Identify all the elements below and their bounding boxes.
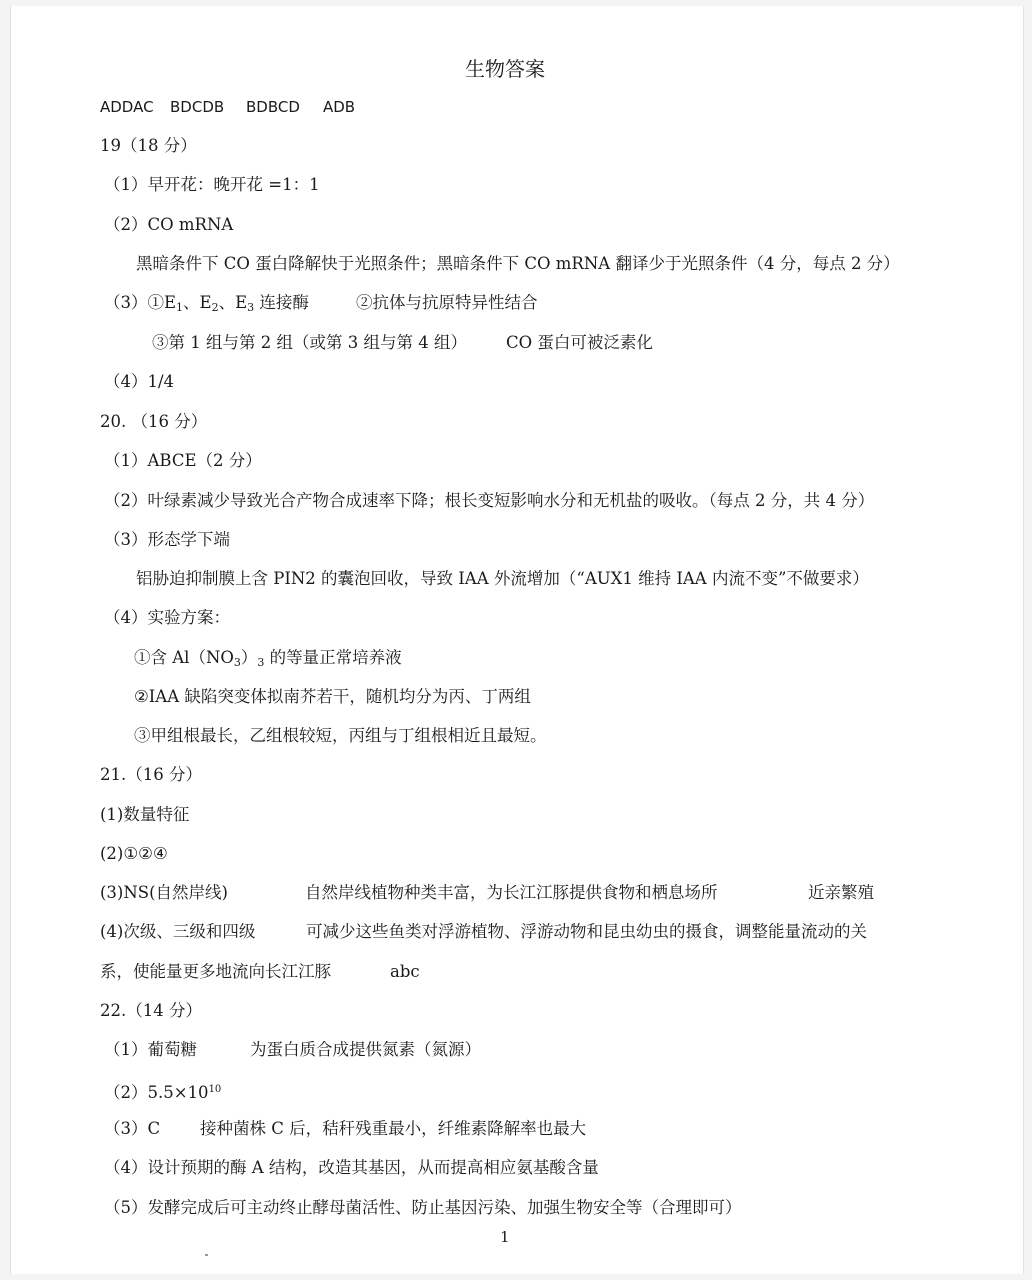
q22-header: 22.（14 分） bbox=[100, 1001, 202, 1020]
q19-part3-a: $(3)①E_1$、$E_2$、$E_3$ 连接酶 bbox=[104, 293, 309, 314]
q20-part3-note: 铝胁迫抑制膜上含 PIN2 的囊泡回收，导致 IAA 外流增加（“AUX1 维持 IAA 内流不变”不做要求） bbox=[136, 569, 869, 588]
q20-part4-b: ②IAA 缺陷突变体拟南芥若干，随机均分为丙、丁两组 bbox=[134, 687, 531, 706]
q21-part2: (2)①②④ bbox=[100, 844, 168, 863]
mc-group-3: BDBCD bbox=[246, 98, 300, 116]
q22-part1-b: 为蛋白质合成提供氮素（氮源） bbox=[250, 1040, 481, 1059]
q21-part1: (1)数量特征 bbox=[100, 805, 190, 824]
q19-part3-c: ③第 1 组与第 2 组（或第 3 组与第 4 组） bbox=[152, 333, 467, 352]
q22-part2: $(2)5.5\times 10^{10}$ bbox=[104, 1083, 222, 1102]
q21-part4: (4)次级、三级和四级 bbox=[100, 922, 256, 941]
q20-part4-a: ①含 $Al(NO_3)_3$ 的等量正常培养液 bbox=[134, 648, 402, 669]
page-title: 生物答案 bbox=[465, 57, 545, 81]
q19-part4: （4）1/4 bbox=[104, 372, 175, 391]
q22-part4: （4）设计预期的酶 A 结构，改造其基因，从而提高相应氨基酸含量 bbox=[104, 1158, 599, 1177]
q20-part1: （1）ABCE（2 分） bbox=[104, 451, 262, 470]
q20-part4: （4）实验方案： bbox=[104, 608, 230, 627]
q19-part1: （1）早开花：晚开花 =1：1 bbox=[104, 175, 320, 194]
q19-part2: （2）CO mRNA bbox=[104, 215, 234, 234]
mc-group-2: BDCDB bbox=[170, 98, 225, 116]
scan-speck bbox=[205, 1254, 208, 1256]
q21-part4-cont: 系，使能量更多地流向长江江豚 bbox=[100, 962, 331, 981]
q22-part5: （5）发酵完成后可主动终止酵母菌活性、防止基因污染、加强生物安全等（合理即可） bbox=[104, 1198, 742, 1217]
q20-part2: （2）叶绿素减少导致光合产物合成速率下降；根长变短影响水分和无机盐的吸收。（每点 2 分，共 4 分） bbox=[104, 491, 875, 510]
q21-part3: (3)NS(自然岸线) bbox=[100, 883, 228, 902]
q22-part3-b: 接种菌株 C 后，秸秆残重最小，纤维素降解率也最大 bbox=[200, 1119, 587, 1138]
q19-part3-d: CO 蛋白可被泛素化 bbox=[506, 333, 653, 352]
q20-header: 20. （16 分） bbox=[100, 412, 208, 431]
q19-part3-b: ②抗体与抗原特异性结合 bbox=[356, 293, 538, 312]
mc-group-1: ADDAC bbox=[100, 98, 154, 116]
q22-part1: （1）葡萄糖 bbox=[104, 1040, 197, 1059]
q20-part4-c: ③甲组根最长，乙组根较短，丙组与丁组根相近且最短。 bbox=[134, 726, 547, 745]
q21-header: 21.（16 分） bbox=[100, 765, 202, 784]
mc-group-4: ADB bbox=[323, 98, 356, 116]
q19-part2-note: 黑暗条件下 CO 蛋白降解快于光照条件；黑暗条件下 CO mRNA 翻译少于光照条件（4 分，每点 2 分） bbox=[136, 254, 900, 273]
q19-header: 19（18 分） bbox=[100, 136, 197, 155]
q21-part3-b: 自然岸线植物种类丰富，为长江江豚提供食物和栖息场所 bbox=[305, 883, 718, 902]
q21-part3-c: 近亲繁殖 bbox=[808, 883, 874, 902]
page-number: 1 bbox=[500, 1228, 510, 1246]
q20-part3: （3）形态学下端 bbox=[104, 530, 230, 549]
q22-part3: （3）C bbox=[104, 1119, 161, 1138]
q21-part4-b: 可减少这些鱼类对浮游植物、浮游动物和昆虫幼虫的摄食，调整能量流动的关 bbox=[306, 922, 867, 941]
q21-part4-c: abc bbox=[390, 962, 420, 981]
